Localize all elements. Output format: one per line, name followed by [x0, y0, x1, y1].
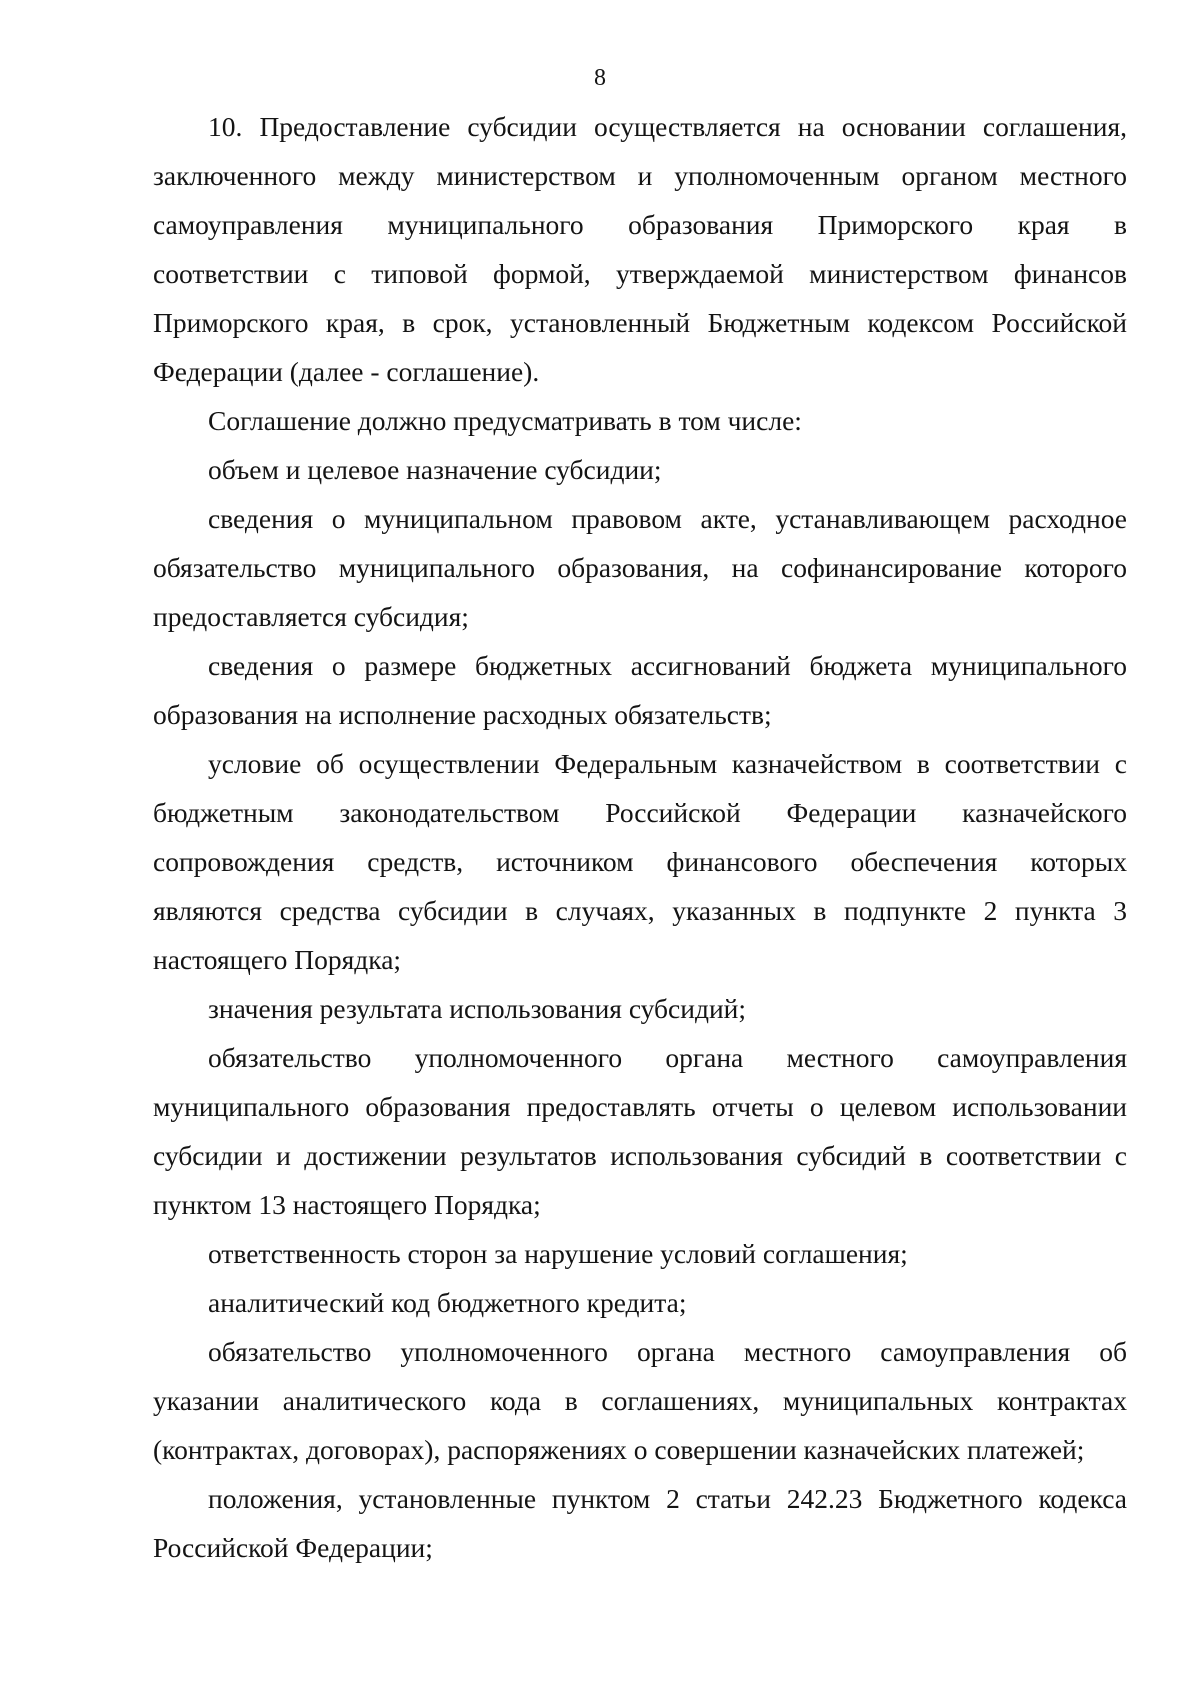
paragraph-line: ответственность сторон за нарушение условий соглашения; [208, 1238, 908, 1269]
paragraph [153, 494, 1127, 641]
paragraph-line: Российской Федерации; [153, 1532, 433, 1563]
paragraph-line: Соглашение должно предусматривать в том числе: [208, 405, 802, 436]
paragraph-line: условие об осуществлении Федеральным казначейством в соответствии с [208, 748, 1127, 779]
paragraph-line: (контрактах, договорах), распоряжениях о совершении казначейских платежей; [153, 1434, 1085, 1465]
paragraph [153, 1229, 1127, 1278]
paragraph-line: соответствии с типовой формой, утверждаемой министерством финансов [153, 258, 1127, 289]
paragraph-line: сведения о муниципальном правовом акте, устанавливающем расходное [208, 503, 1127, 534]
paragraph [153, 739, 1127, 984]
paragraph-line: объем и целевое назначение субсидии; [208, 454, 662, 485]
paragraph-line: пунктом 13 настоящего Порядка; [153, 1189, 541, 1220]
paragraph [153, 641, 1127, 739]
page-number: 8 [594, 65, 606, 91]
paragraph-line: муниципального образования предоставлять отчеты о целевом использовании [153, 1091, 1127, 1122]
paragraph-line: положения, установленные пунктом 2 статьи 242.23 Бюджетного кодекса [208, 1483, 1127, 1514]
paragraph-line: обязательство уполномоченного органа местного самоуправления об [208, 1336, 1127, 1367]
paragraph-line: сопровождения средств, источником финансового обеспечения которых [153, 846, 1127, 877]
document-body [153, 102, 1127, 1572]
paragraph-line: настоящего Порядка; [153, 944, 402, 975]
paragraph-line: 10. Предоставление субсидии осуществляется на основании соглашения, [208, 111, 1127, 142]
paragraph-line: являются средства субсидии в случаях, указанных в подпункте 2 пункта 3 [153, 895, 1127, 926]
paragraph-line: Федерации (далее - соглашение). [153, 356, 540, 387]
paragraph [153, 396, 1127, 445]
paragraph-line: аналитический код бюджетного кредита; [208, 1287, 687, 1318]
paragraph [153, 1474, 1127, 1572]
paragraph-line: субсидии и достижении результатов использования субсидий в соответствии с [153, 1140, 1127, 1171]
paragraph [153, 1327, 1127, 1474]
paragraph-line: Приморского края, в срок, установленный Бюджетным кодексом Российской [153, 307, 1127, 338]
paragraph-line: указании аналитического кода в соглашениях, муниципальных контрактах [153, 1385, 1127, 1416]
paragraph-line: бюджетным законодательством Российской Федерации казначейского [153, 797, 1127, 828]
paragraph-line: заключенного между министерством и уполномоченным органом местного [153, 160, 1127, 191]
paragraph-line: образования на исполнение расходных обязательств; [153, 699, 772, 730]
paragraph-line: сведения о размере бюджетных ассигнований бюджета муниципального [208, 650, 1127, 681]
paragraph-line: значения результата использования субсидий; [208, 993, 747, 1024]
paragraph [153, 445, 1127, 494]
paragraph [153, 102, 1127, 396]
paragraph-line: обязательство муниципального образования, на софинансирование которого [153, 552, 1127, 583]
paragraph-line: самоуправления муниципального образования Приморского края в [153, 209, 1127, 240]
paragraph-line: обязательство уполномоченного органа местного самоуправления [208, 1042, 1127, 1073]
paragraph [153, 984, 1127, 1033]
paragraph [153, 1033, 1127, 1229]
paragraph [153, 1278, 1127, 1327]
paragraph-line: предоставляется субсидия; [153, 601, 469, 632]
